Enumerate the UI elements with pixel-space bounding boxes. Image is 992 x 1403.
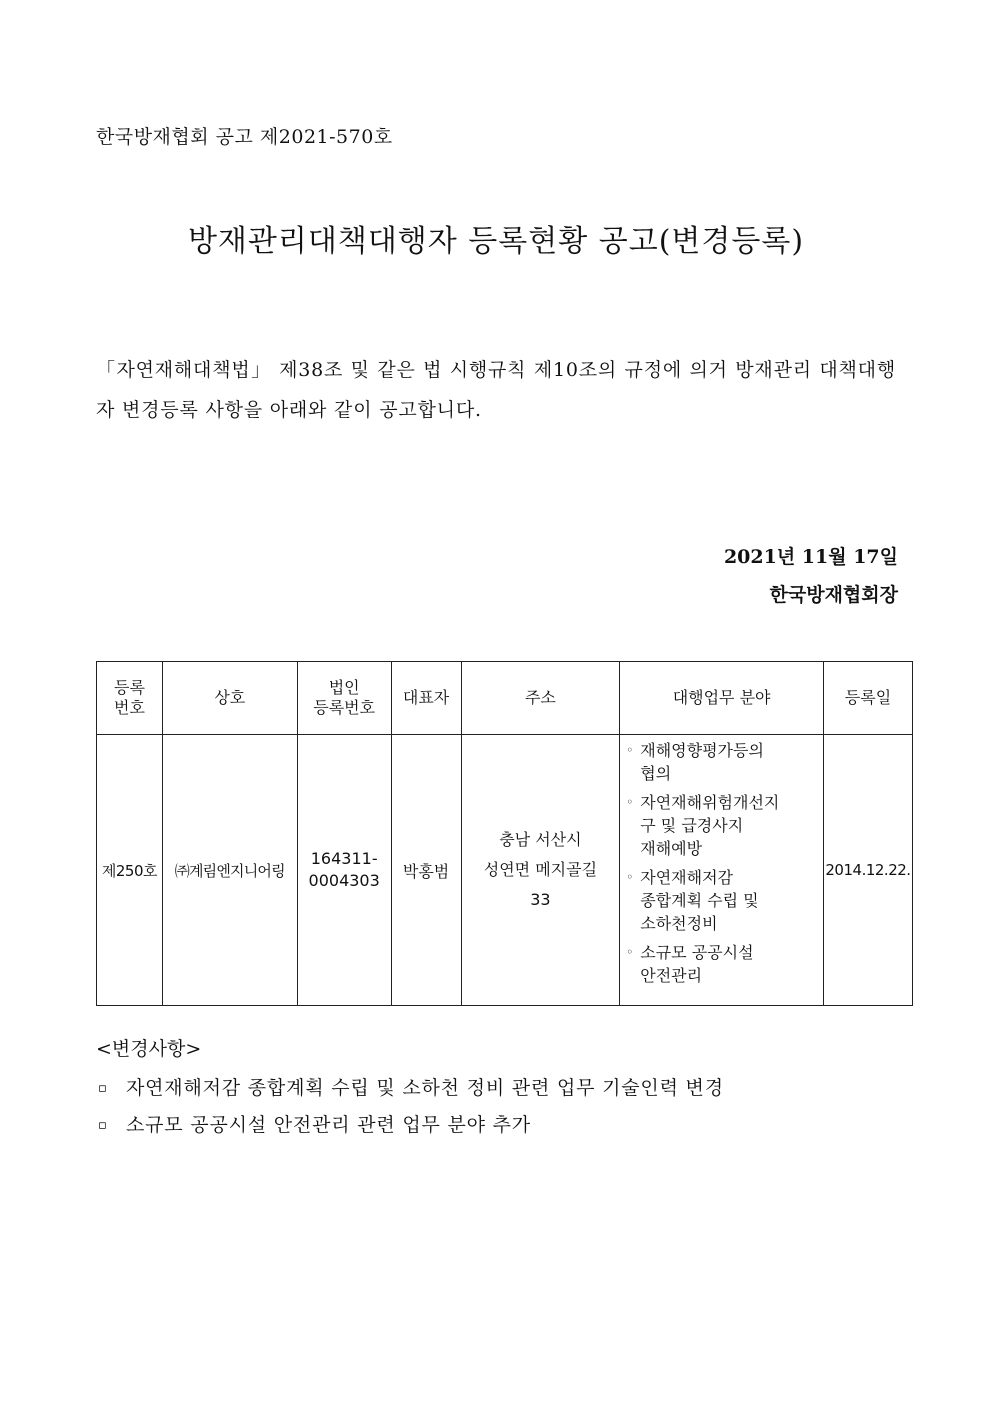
- cell-fields: [620, 735, 824, 1006]
- notice-number: 한국방재협회 공고 제2021-570호: [96, 126, 393, 148]
- document-title: 방재관리대책대행자 등록현황 공고(변경등록): [187, 224, 805, 259]
- list-item: ▫ 자연재해저감 종합계획 수립 및 소하천 정비 관련 업무 기술인력 변경: [98, 1077, 724, 1099]
- body-paragraph: 「자연재해대책법」 제38조 및 같은 법 시행규칙 제10조의 규정에 의거 방재관리 대책대행자 변경등록 사항을 아래와 같이 공고합니다.: [96, 359, 896, 421]
- header-reg-no: 등록 번호: [97, 662, 163, 735]
- list-item: ▫ 소규모 공공시설 안전관리 관련 업무 분야 추가: [98, 1114, 531, 1136]
- cell-corp-no: 164311- 0004303: [297, 735, 391, 1006]
- header-company: 상호: [162, 662, 297, 735]
- cell-address: 충남 서산시 성연면 메지골길 33: [461, 735, 620, 1006]
- cell-ceo: 박홍범: [391, 735, 461, 1006]
- table-header-row: [97, 662, 913, 735]
- table-row: [97, 735, 913, 1006]
- header-ceo: 대표자: [391, 662, 461, 735]
- notice-date: 2021년 11월 17일: [723, 546, 898, 568]
- field-item: ◦ 소규모 공공시설 안전관리: [626, 943, 754, 985]
- header-reg-date: 등록일: [823, 662, 912, 735]
- header-corp-no: 법인 등록번호: [297, 662, 391, 735]
- registration-table: [96, 661, 913, 1006]
- field-item: ◦ 자연재해저감 종합계획 수립 및 소하천정비: [626, 868, 759, 933]
- field-item: ◦ 재해영향평가등의 협의: [626, 741, 764, 783]
- field-item: ◦ 자연재해위험개선지 구 및 급경사지 재해예방: [626, 793, 780, 858]
- changes-heading: <변경사항>: [96, 1038, 202, 1060]
- header-address: 주소: [461, 662, 620, 735]
- changes-list: [98, 1070, 724, 1144]
- cell-company: ㈜계림엔지니어링: [162, 735, 297, 1006]
- issuer-name: 한국방재협회장: [769, 584, 898, 606]
- cell-reg-date: 2014.12.22.: [823, 735, 912, 1006]
- header-fields: 대행업무 분야: [620, 662, 824, 735]
- cell-reg-no: 제250호: [97, 735, 163, 1006]
